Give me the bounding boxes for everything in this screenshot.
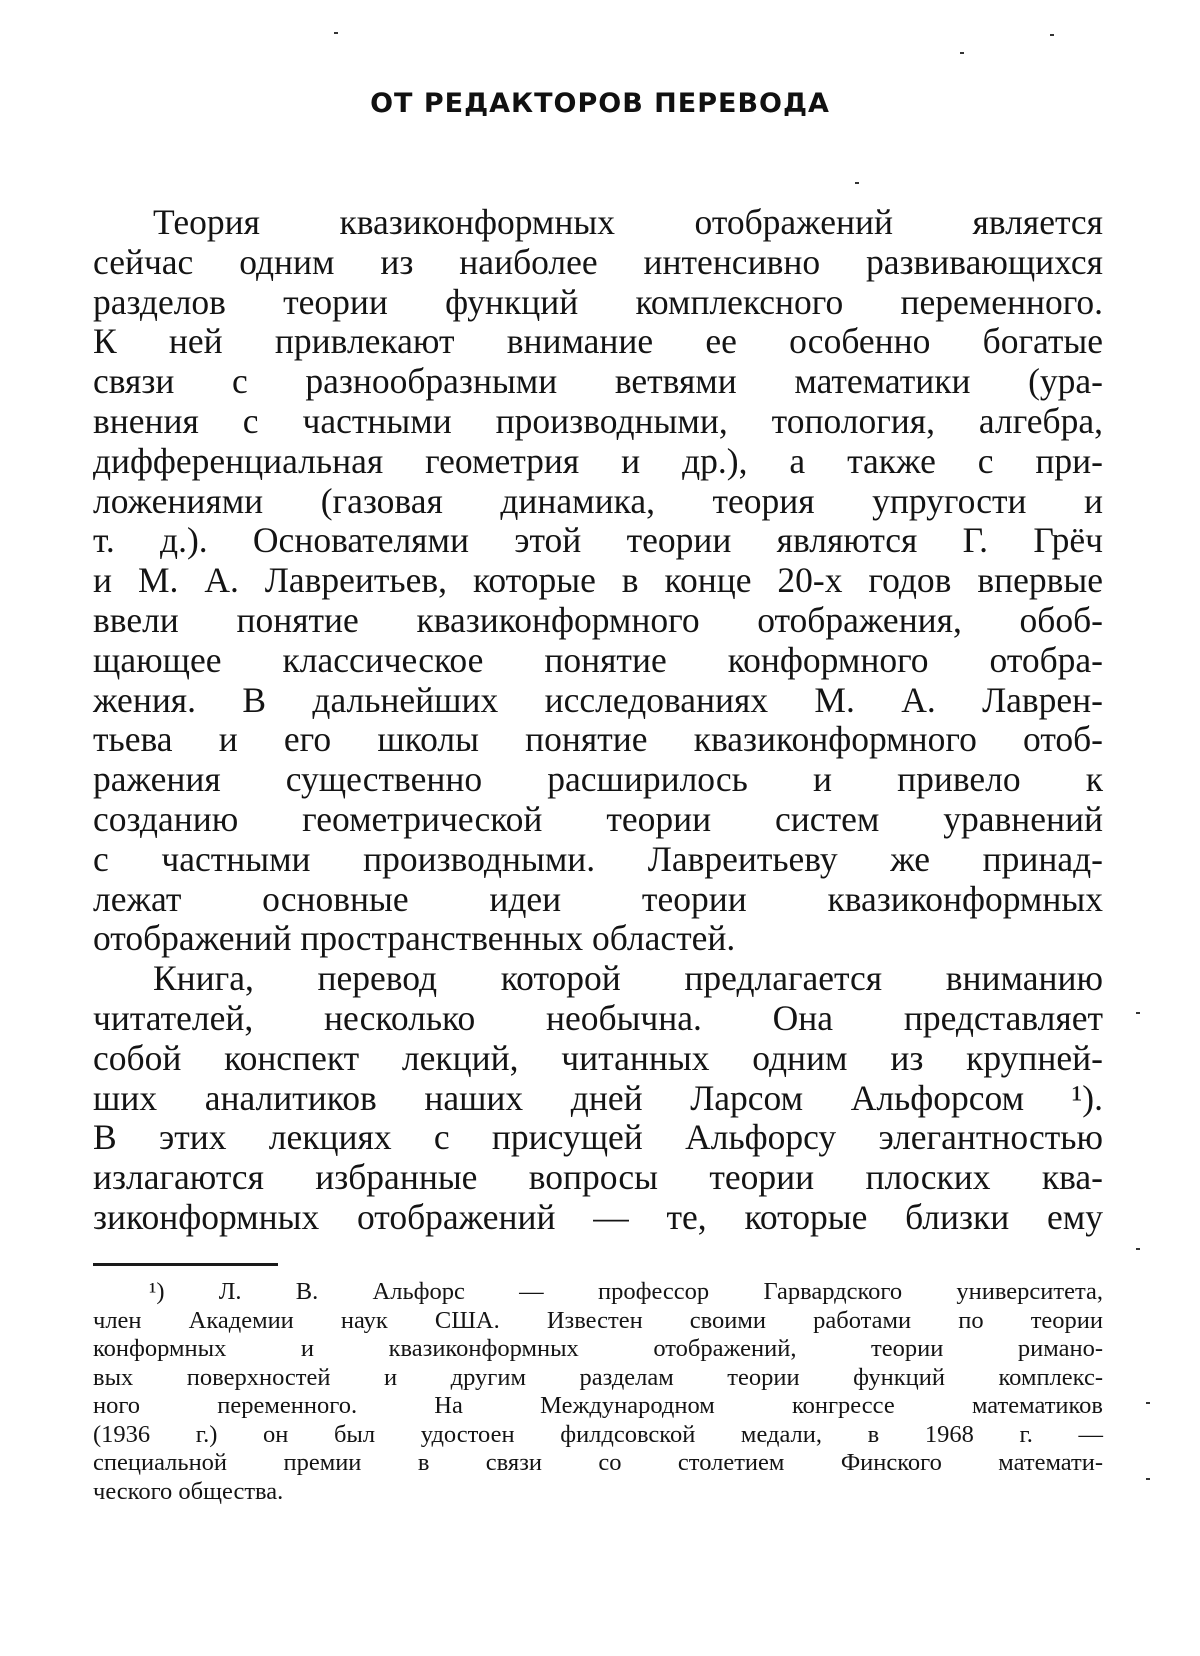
footnote-line: вых поверхностей и другим разделам теории функций комплекс- — [93, 1363, 1103, 1391]
text-line: жения. В дальнейших исследованиях М. А. Лаврен- — [93, 679, 1103, 720]
text-line: связи с разнообразными ветвями математики (ура- — [93, 361, 1103, 402]
footnote-line: (1936 г.) он был удостоен филдсовской медали, в 1968 г. — — [93, 1420, 1103, 1448]
text-line: ввели понятие квазиконформного отображения, обоб- — [93, 599, 1103, 640]
text-line: отображений пространственных областей. — [93, 918, 736, 959]
text-line: щающее классическое понятие конформного отобра- — [93, 639, 1103, 680]
footnote-line: ¹) Л. В. Альфорс — профессор Гарвардского университета, — [149, 1278, 1103, 1305]
scan-speck — [1146, 1478, 1150, 1480]
scan-speck — [334, 32, 338, 34]
scan-speck — [1136, 1248, 1140, 1250]
footnote-separator — [93, 1263, 278, 1266]
text-line: с частными производными. Лавреитьеву же принад- — [93, 838, 1103, 879]
text-line: ших аналитиков наших дней Ларсом Альфорсом ¹). — [93, 1077, 1103, 1118]
text-line: К ней привлекают внимание ее особенно богатые — [93, 321, 1103, 362]
scan-speck — [1146, 1402, 1150, 1404]
text-line: внения с частными производными, топология, алгебра, — [93, 400, 1103, 441]
text-line: Теория квазиконформных отображений является — [153, 202, 1103, 242]
scan-speck — [1050, 34, 1054, 36]
text-line: лежат основные идеи теории квазиконформных — [93, 878, 1103, 919]
text-line: тьева и его школы понятие квазиконформного отоб- — [93, 719, 1103, 760]
footnote-line: член Академии наук США. Известен своими работами по теории — [93, 1306, 1103, 1334]
footnote-line: ного переменного. На Международном конгрессе математиков — [93, 1392, 1103, 1419]
scan-speck — [960, 52, 964, 54]
footnote — [93, 1278, 1103, 1506]
footnote-line: конформных и квазиконформных отображений, теории римано- — [93, 1335, 1103, 1362]
text-line: В этих лекциях с присущей Альфорсу элегантностью — [93, 1117, 1103, 1158]
text-line: разделов теории функций комплексного переменного. — [93, 281, 1103, 322]
main-text — [93, 203, 1103, 1238]
text-line: излагаются избранные вопросы теории плоских ква- — [93, 1157, 1103, 1198]
text-line: зиконформных отображений — те, которые близки ему — [93, 1196, 1103, 1237]
text-line: и М. А. Лавреитьев, которые в конце 20-х годов впервые — [93, 560, 1103, 601]
footnote-line: специальной премии в связи со столетием Финского математи- — [93, 1449, 1103, 1476]
text-line: собой конспект лекций, читанных одним из крупней- — [93, 1037, 1103, 1078]
scan-speck — [1136, 1012, 1140, 1014]
text-line: Книга, перевод которой предлагается вниманию — [153, 958, 1103, 999]
text-line: читателей, несколько необычна. Она представляет — [93, 997, 1103, 1038]
footnote-line: ческого общества. — [93, 1477, 284, 1505]
text-line: сейчас одним из наиболее интенсивно развивающихся — [93, 241, 1103, 282]
text-line: ложениями (газовая динамика, теория упругости и — [93, 480, 1103, 521]
page-title: ОТ РЕДАКТОРОВ ПЕРЕВОДА — [370, 88, 830, 119]
text-line: дифференциальная геометрия и др.), а также с при- — [93, 440, 1103, 481]
text-line: т. д.). Основателями этой теории являются Г. Грёч — [93, 520, 1103, 561]
scan-speck — [855, 182, 859, 184]
text-line: созданию геометрической теории систем уравнений — [93, 798, 1103, 839]
text-line: ражения существенно расширилось и привело к — [93, 759, 1103, 800]
